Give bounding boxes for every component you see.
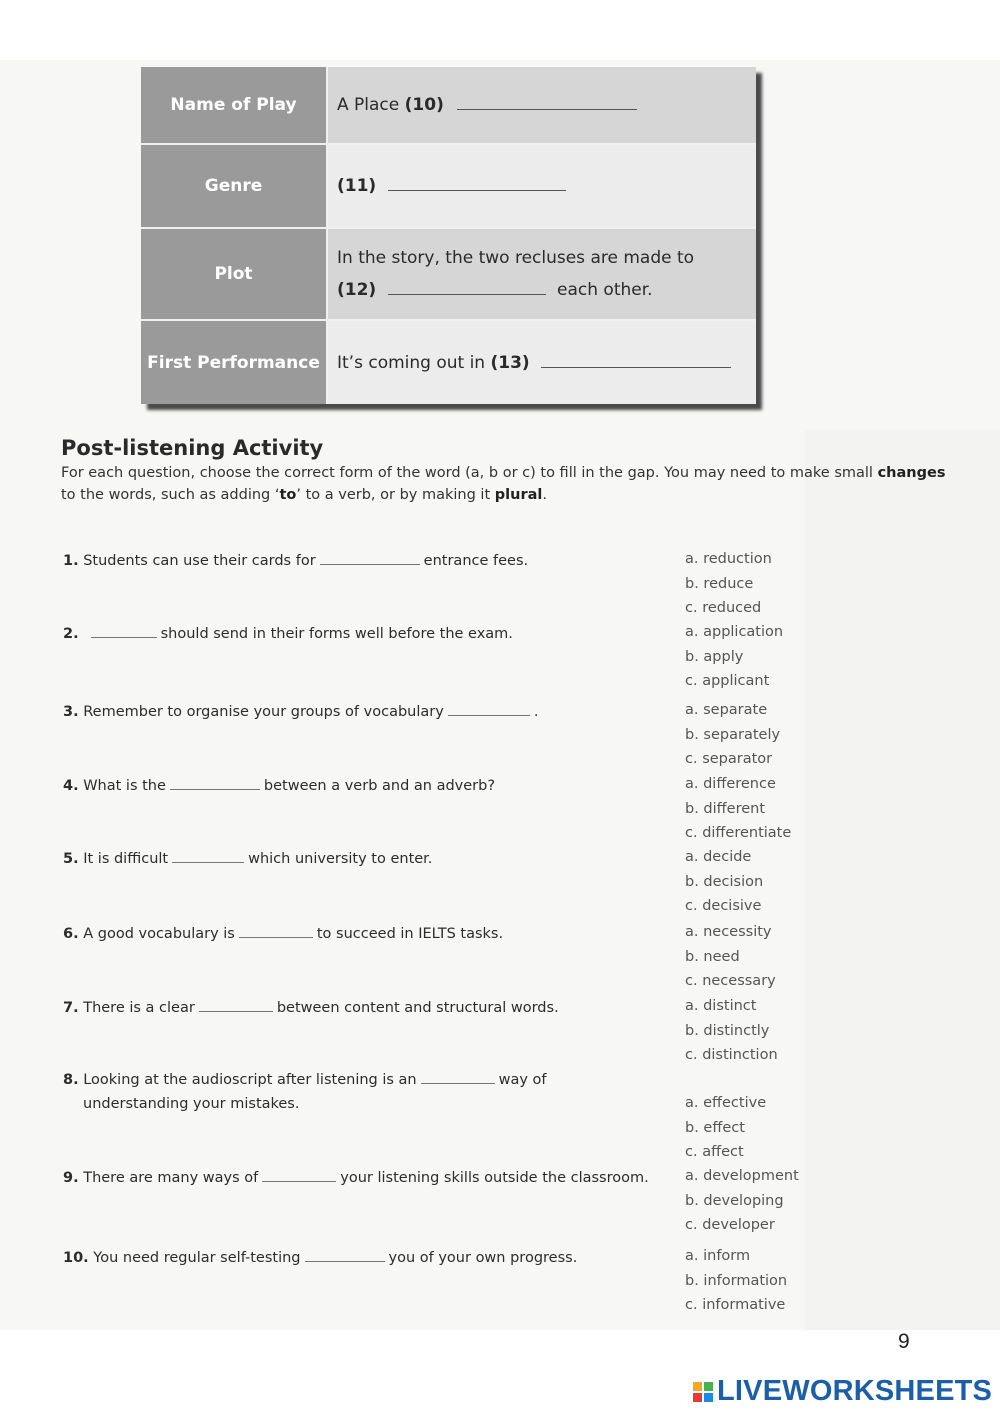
gap-input[interactable] — [421, 1071, 495, 1084]
option[interactable]: c. decisive — [685, 898, 762, 914]
row-value — [327, 320, 756, 404]
option[interactable]: a. difference — [685, 776, 776, 792]
gap-input[interactable] — [448, 703, 530, 716]
option[interactable]: b. reduce — [685, 575, 754, 592]
answer-blank-13[interactable] — [541, 353, 731, 368]
gap-input[interactable] — [172, 850, 244, 863]
table-row-name — [141, 67, 756, 144]
play-info-table — [141, 67, 756, 404]
option[interactable]: b. different — [685, 800, 766, 817]
row-label: First Performance — [141, 320, 327, 404]
option[interactable]: c. developer — [685, 1217, 775, 1233]
question-1: 1. Students can use their cards for entrance fees. — [63, 553, 529, 569]
question-7: 7. There is a clear between content and structural words. — [63, 1000, 559, 1016]
option[interactable]: b. information — [685, 1272, 788, 1289]
question-6: 6. A good vocabulary is to succeed in IELTS tasks. — [63, 926, 504, 942]
option[interactable]: b. decision — [685, 873, 764, 890]
option[interactable]: c. necessary — [685, 973, 776, 989]
row-text: In the story, the two recluses are made to — [337, 248, 695, 268]
options-2 — [685, 620, 783, 694]
options-1 — [685, 547, 772, 621]
gap-input[interactable] — [170, 777, 260, 790]
options-3 — [685, 698, 780, 772]
option[interactable]: c. affect — [685, 1144, 744, 1160]
option[interactable]: b. distinctly — [685, 1022, 770, 1039]
option[interactable]: a. inform — [685, 1248, 751, 1264]
option[interactable]: b. separately — [685, 726, 781, 743]
option[interactable]: c. differentiate — [685, 825, 792, 841]
question-9: 9. There are many ways of your listening skills outside the classroom. — [63, 1170, 649, 1186]
option[interactable]: b. need — [685, 948, 740, 965]
options-6 — [685, 920, 776, 994]
question-number: (13) — [490, 352, 530, 373]
option[interactable]: c. applicant — [685, 673, 770, 689]
row-label: Name of Play — [141, 67, 327, 144]
row-value — [327, 228, 756, 320]
row-label: Genre — [141, 144, 327, 228]
question-3: 3. Remember to organise your groups of vocabulary . — [63, 704, 539, 720]
option[interactable]: c. reduced — [685, 600, 762, 616]
option[interactable]: a. reduction — [685, 551, 772, 567]
liveworksheets-logo — [693, 1375, 992, 1408]
row-text: each other. — [557, 280, 653, 300]
table-row-plot — [141, 228, 756, 320]
options-10 — [685, 1244, 787, 1318]
row-text: A Place — [337, 95, 405, 115]
row-value — [327, 67, 756, 144]
options-9 — [685, 1164, 799, 1238]
question-10: 10. You need regular self-testing you of your own progress. — [63, 1250, 578, 1266]
page-number: 9 — [898, 1330, 910, 1353]
option[interactable]: a. application — [685, 624, 784, 640]
options-7 — [685, 994, 778, 1068]
row-text: It’s coming out in — [337, 352, 491, 373]
gap-input[interactable] — [262, 1169, 336, 1182]
instructions: For each question, choose the correct form of the word (a, b or c) to fill in the gap. You may need to make small changes to the words, such as adding ‘to’ to a verb, or by making it plural. — [61, 465, 946, 503]
answer-blank-10[interactable] — [457, 95, 637, 110]
question-5: 5. It is difficult which university to enter. — [63, 851, 433, 867]
option[interactable]: a. decide — [685, 849, 752, 865]
table-row-genre — [141, 144, 756, 228]
row-label: Plot — [141, 228, 327, 320]
row-value — [327, 144, 756, 228]
question-4: 4. What is the between a verb and an adverb? — [63, 778, 496, 794]
option[interactable]: b. effect — [685, 1119, 745, 1136]
option[interactable]: a. separate — [685, 702, 768, 718]
option[interactable]: b. apply — [685, 648, 744, 665]
option[interactable]: c. distinction — [685, 1047, 778, 1063]
option[interactable]: c. separator — [685, 751, 773, 767]
question-number: (11) — [337, 176, 377, 196]
option[interactable]: a. necessity — [685, 924, 772, 940]
gap-input[interactable] — [305, 1249, 385, 1262]
scan-shadow — [805, 430, 1000, 1330]
option[interactable]: a. effective — [685, 1095, 767, 1111]
gap-input[interactable] — [320, 552, 420, 565]
gap-input[interactable] — [239, 925, 313, 938]
question-2: 2. should send in their forms well before the exam. — [63, 626, 513, 642]
option[interactable]: a. distinct — [685, 998, 757, 1014]
option[interactable]: c. informative — [685, 1297, 786, 1313]
answer-blank-12[interactable] — [388, 280, 546, 295]
question-number: (12) — [337, 280, 377, 300]
answer-blank-11[interactable] — [388, 176, 566, 191]
option[interactable]: a. development — [685, 1168, 799, 1184]
option[interactable]: b. developing — [685, 1192, 784, 1209]
table-row-performance — [141, 320, 756, 404]
options-5 — [685, 845, 763, 919]
section-title: Post-listening Activity — [61, 436, 324, 460]
question-8: 8. Looking at the audioscript after listening is an way of understanding your mistakes. — [63, 1072, 547, 1112]
logo-grid-icon — [693, 1382, 713, 1402]
gap-input[interactable] — [91, 625, 157, 638]
options-8 — [685, 1091, 766, 1165]
options-4 — [685, 772, 791, 846]
question-number: (10) — [404, 95, 444, 115]
brand-name: LIVEWORKSHEETS — [717, 1375, 993, 1407]
gap-input[interactable] — [199, 999, 273, 1012]
